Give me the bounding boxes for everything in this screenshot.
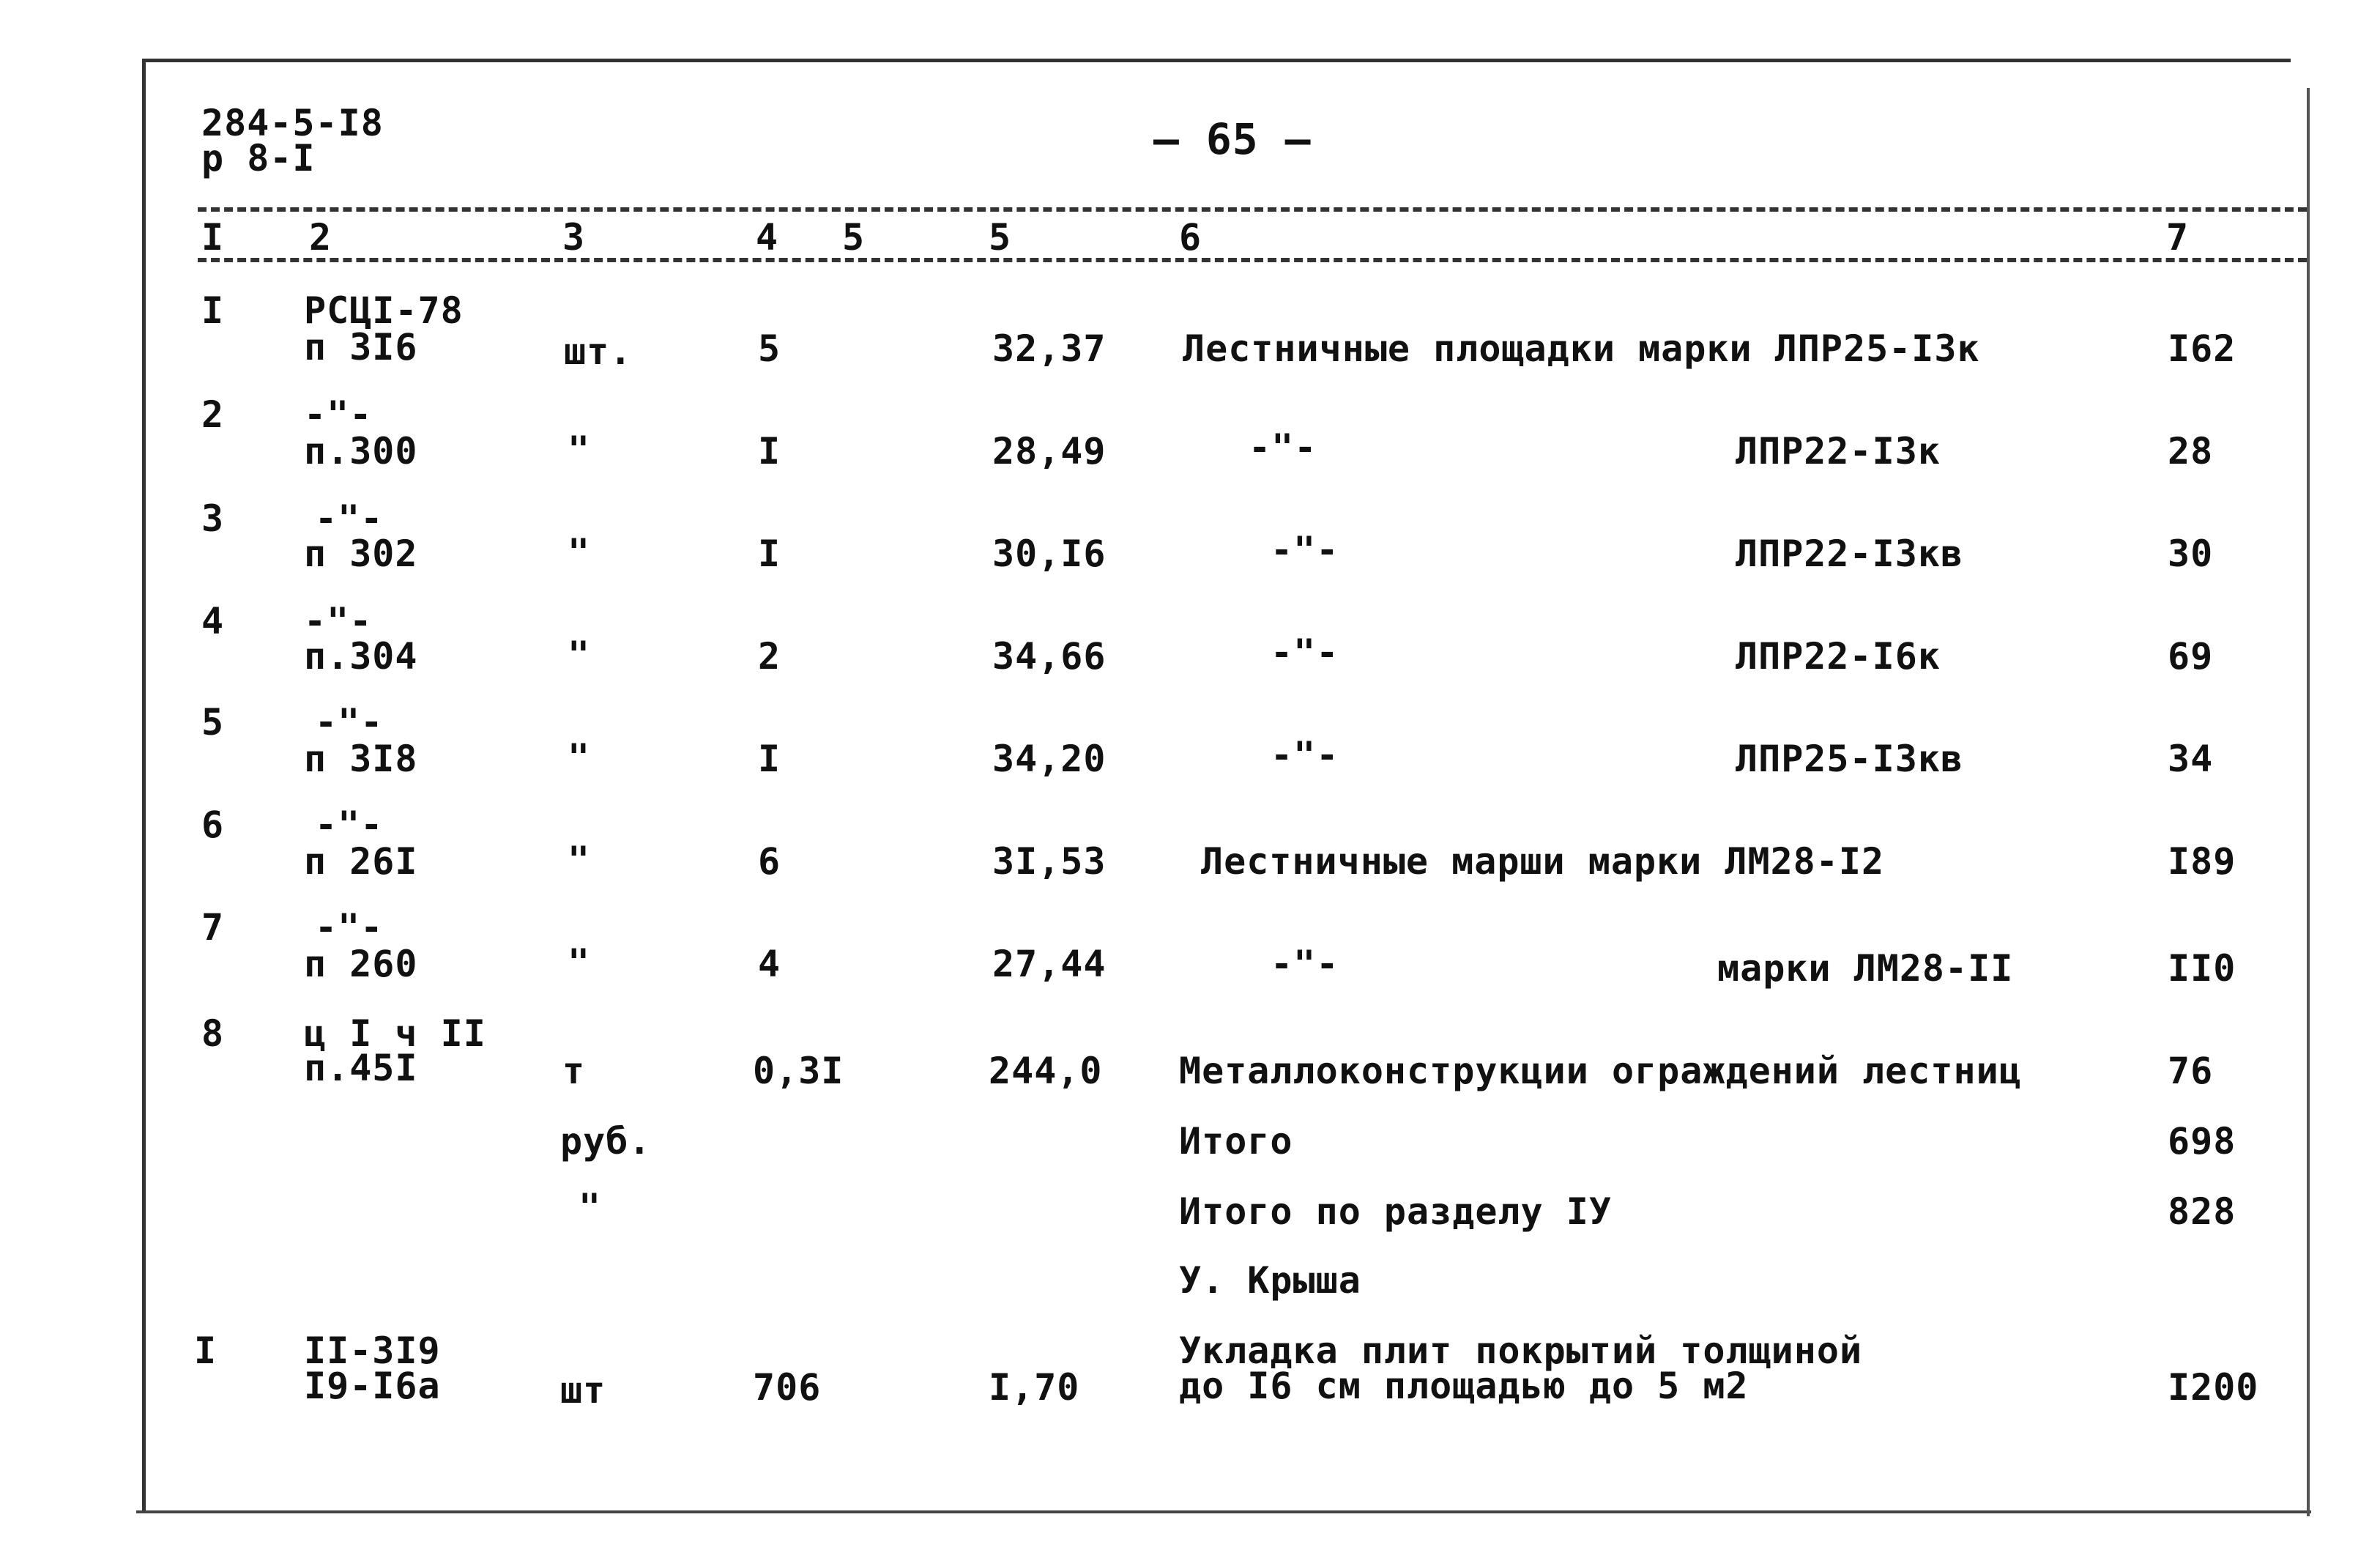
row-number: I	[201, 289, 225, 332]
row-quantity: I	[758, 430, 781, 472]
row-ref-item: п 260	[304, 943, 418, 985]
row-ref-source: ц I ч II	[304, 1012, 486, 1055]
row-mark: ЛПР22-I3к	[1736, 430, 1941, 472]
row-ref-source: -"-	[315, 804, 384, 846]
row-description: -"-	[1249, 426, 1317, 469]
row-mark: марки ЛМ28-II	[1717, 947, 2014, 990]
doc-code: 284-5-I8	[201, 102, 384, 144]
row-total: II0	[2168, 947, 2236, 990]
row-total: 76	[2168, 1050, 2214, 1092]
row-unit: "	[568, 736, 591, 779]
row-price: 28,49	[992, 430, 1107, 472]
row-unit: шт	[560, 1369, 606, 1412]
row-total: I62	[2168, 327, 2236, 370]
row-number: 2	[201, 393, 225, 436]
row-ref-source: II-3I9	[304, 1330, 441, 1372]
summary-label: Итого	[1179, 1120, 1293, 1162]
row-number: 7	[201, 906, 225, 949]
summary-unit: "	[579, 1186, 602, 1228]
row-ref-item: п.300	[304, 430, 418, 472]
frame-left-border	[142, 59, 146, 1513]
row-number: 8	[201, 1012, 225, 1055]
row-quantity: 706	[753, 1366, 822, 1409]
frame-top-border	[144, 59, 2291, 62]
row-unit: "	[568, 429, 591, 471]
row-total: 34	[2168, 738, 2214, 780]
row-mark: ЛПР25-I3кв	[1736, 738, 1964, 780]
column-header-3: 3	[562, 216, 586, 259]
row-quantity: 2	[758, 635, 781, 678]
row-number: 6	[201, 804, 225, 846]
row-description-line1: Укладка плит покрытий толщиной	[1179, 1330, 1863, 1372]
row-quantity: 0,3I	[753, 1050, 844, 1092]
row-description: -"-	[1271, 529, 1339, 571]
row-price: 27,44	[992, 943, 1107, 985]
row-quantity: 6	[758, 840, 781, 883]
row-unit: шт.	[564, 330, 633, 373]
row-number: 5	[201, 701, 225, 744]
row-ref-item: I9-I6а	[304, 1365, 441, 1407]
row-number: 4	[201, 600, 225, 642]
header-rule-bottom	[198, 258, 2307, 262]
row-unit: "	[568, 941, 591, 984]
row-mark: ЛПР22-I3кв	[1736, 533, 1964, 575]
row-ref-source: -"-	[315, 701, 384, 744]
row-price: 34,66	[992, 635, 1107, 678]
row-number: I	[194, 1330, 217, 1372]
row-total: 30	[2168, 533, 2214, 575]
row-unit: "	[568, 634, 591, 676]
row-mark: ЛПР22-I6к	[1736, 635, 1941, 678]
summary-label: Итого по разделу IУ	[1179, 1190, 1612, 1233]
column-header-5: 5	[842, 216, 866, 259]
header-rule-top	[198, 207, 2307, 212]
row-ref-item: п.304	[304, 635, 418, 678]
row-ref-item: п 3I8	[304, 738, 418, 780]
row-price: 3I,53	[992, 840, 1107, 883]
summary-total: 698	[2168, 1120, 2236, 1162]
row-description: Лестничные площадки марки ЛПР25-I3к	[1183, 327, 1980, 370]
row-price: I,70	[989, 1366, 1080, 1409]
section-code: р 8-I	[201, 137, 316, 179]
row-ref-source: -"-	[315, 497, 384, 540]
row-description-line2: до I6 см площадью до 5 м2	[1179, 1365, 1749, 1407]
row-quantity: I	[758, 738, 781, 780]
frame-bottom-border	[136, 1510, 2311, 1513]
row-ref-source: -"-	[315, 906, 384, 949]
row-quantity: 5	[758, 327, 781, 370]
page-number: — 65 —	[1153, 114, 1312, 164]
row-total: I200	[2168, 1366, 2259, 1409]
row-ref-source: -"-	[304, 600, 373, 642]
row-price: 30,I6	[992, 533, 1107, 575]
row-number: 3	[201, 497, 225, 540]
row-ref-source: -"-	[304, 393, 373, 436]
row-ref-source: РСЦI-78	[304, 289, 464, 332]
row-description: Металлоконструкции ограждений лестниц	[1179, 1050, 2022, 1092]
column-header-1: I	[201, 216, 225, 259]
row-price: 32,37	[992, 327, 1107, 370]
column-header-7: 7	[2166, 216, 2190, 259]
row-unit: т	[562, 1050, 586, 1092]
row-quantity: 4	[758, 943, 781, 985]
row-total: 69	[2168, 635, 2214, 678]
row-price: 244,0	[989, 1050, 1103, 1092]
column-header-5b: 5	[989, 216, 1012, 259]
row-ref-item: п.45I	[304, 1047, 418, 1089]
row-ref-item: п 3I6	[304, 326, 418, 368]
row-ref-item: п 302	[304, 533, 418, 575]
row-price: 34,20	[992, 738, 1107, 780]
summary-total: 828	[2168, 1190, 2236, 1233]
row-unit: "	[568, 839, 591, 881]
summary-unit: руб.	[560, 1120, 652, 1162]
column-header-4: 4	[756, 216, 779, 259]
row-unit: "	[568, 531, 591, 574]
section-title: У. Крыша	[1179, 1259, 1361, 1302]
frame-right-border	[2307, 88, 2310, 1516]
row-description: Лестничные марши марки ЛМ28-I2	[1201, 840, 1885, 883]
column-header-2: 2	[309, 216, 332, 259]
row-total: I89	[2168, 840, 2236, 883]
column-header-6: 6	[1179, 216, 1202, 259]
row-quantity: I	[758, 533, 781, 575]
row-description: -"-	[1271, 631, 1339, 674]
row-description: -"-	[1271, 734, 1339, 776]
row-total: 28	[2168, 430, 2214, 472]
row-ref-item: п 26I	[304, 840, 418, 883]
row-description: -"-	[1271, 943, 1339, 985]
